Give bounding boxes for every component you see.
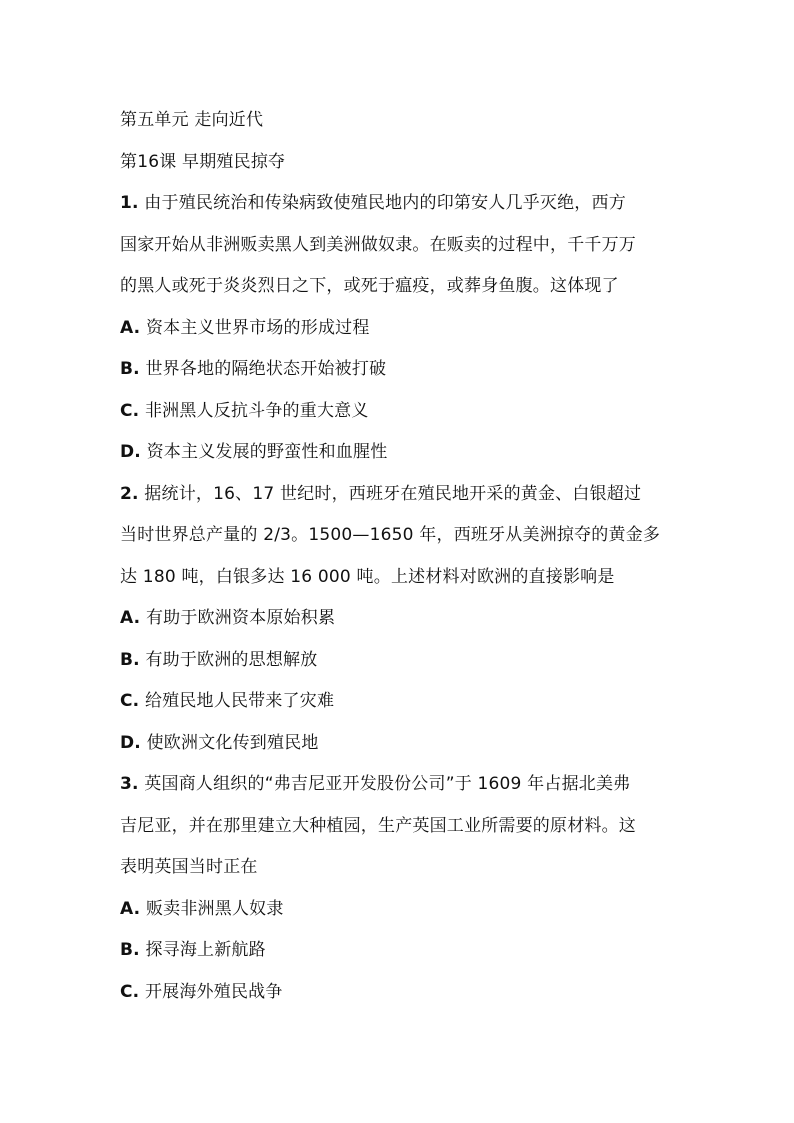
question-number: 2. <box>120 483 139 504</box>
option-b <box>120 930 680 972</box>
document-page <box>120 100 680 1013</box>
question-text: 英国商人组织的“弗吉尼亚开发股份公司”于 1609 年占据北美弗 <box>144 774 631 794</box>
option-d <box>120 723 680 765</box>
question-2 <box>120 474 680 765</box>
option-a <box>120 889 680 931</box>
option-letter: D. <box>120 442 141 462</box>
option-letter: A. <box>120 898 141 919</box>
question-stem-line: 吉尼亚，并在那里建立大种植园，生产英国工业所需要的原材料。这 <box>120 815 636 836</box>
option-letter: A. <box>120 608 141 628</box>
question-stem-line <box>120 474 680 516</box>
option-letter: A. <box>120 317 141 338</box>
option-text: 非洲黑人反抗斗争的重大意义 <box>144 400 369 421</box>
option-letter: C. <box>120 691 140 711</box>
question-stem-line: 的黑人或死于炎炎烈日之下，或死于瘟疫，或葬身鱼腹。这体现了 <box>120 276 619 296</box>
option-c <box>120 681 680 723</box>
option-text: 有助于欧洲的思想解放 <box>145 649 318 670</box>
question-1 <box>120 183 680 474</box>
option-b <box>120 349 680 391</box>
question-stem-line <box>120 183 680 225</box>
question-3 <box>120 764 680 1013</box>
unit-title: 第五单元 走向近代 <box>120 110 264 130</box>
option-text: 探寻海上新航路 <box>145 940 266 960</box>
option-text: 资本主义发展的野蛮性和血腥性 <box>146 442 388 462</box>
option-c <box>120 972 680 1014</box>
question-text: 据统计，16、17 世纪时，西班牙在殖民地开采的黄金、白银超过 <box>144 483 642 504</box>
option-a <box>120 308 680 350</box>
option-text: 开展海外殖民战争 <box>144 981 283 1002</box>
question-stem-line: 表明英国当时正在 <box>120 857 258 877</box>
option-letter: D. <box>120 732 141 753</box>
question-stem-line: 当时世界总产量的 2/3。1500—1650 年，西班牙从美洲掠夺的黄金多 <box>120 525 661 545</box>
question-text: 由于殖民统治和传染病致使殖民地内的印第安人几乎灭绝，西方 <box>144 193 626 213</box>
option-c <box>120 391 680 433</box>
option-a <box>120 598 680 640</box>
option-text: 给殖民地人民带来了灾难 <box>144 691 335 711</box>
option-text: 世界各地的隔绝状态开始被打破 <box>145 359 387 379</box>
option-d <box>120 432 680 474</box>
option-letter: B. <box>120 359 140 379</box>
option-text: 有助于欧洲资本原始积累 <box>145 608 336 628</box>
option-text: 资本主义世界市场的形成过程 <box>145 317 370 338</box>
option-b <box>120 640 680 682</box>
question-stem-line: 国家开始从非洲贩卖黑人到美洲做奴隶。在贩卖的过程中，千千万万 <box>120 234 636 255</box>
option-letter: C. <box>120 400 140 421</box>
option-text: 贩卖非洲黑人奴隶 <box>145 898 284 919</box>
question-stem-line: 达 180 吨，白银多达 16 000 吨。上述材料对欧洲的直接影响是 <box>120 566 615 587</box>
option-text: 使欧洲文化传到殖民地 <box>146 732 319 753</box>
question-number: 1. <box>120 193 139 213</box>
lesson-title: 第16课 早期殖民掠夺 <box>120 151 286 172</box>
option-letter: B. <box>120 940 140 960</box>
question-stem-line <box>120 764 680 806</box>
option-letter: C. <box>120 981 140 1002</box>
question-number: 3. <box>120 774 139 794</box>
option-letter: B. <box>120 649 140 670</box>
